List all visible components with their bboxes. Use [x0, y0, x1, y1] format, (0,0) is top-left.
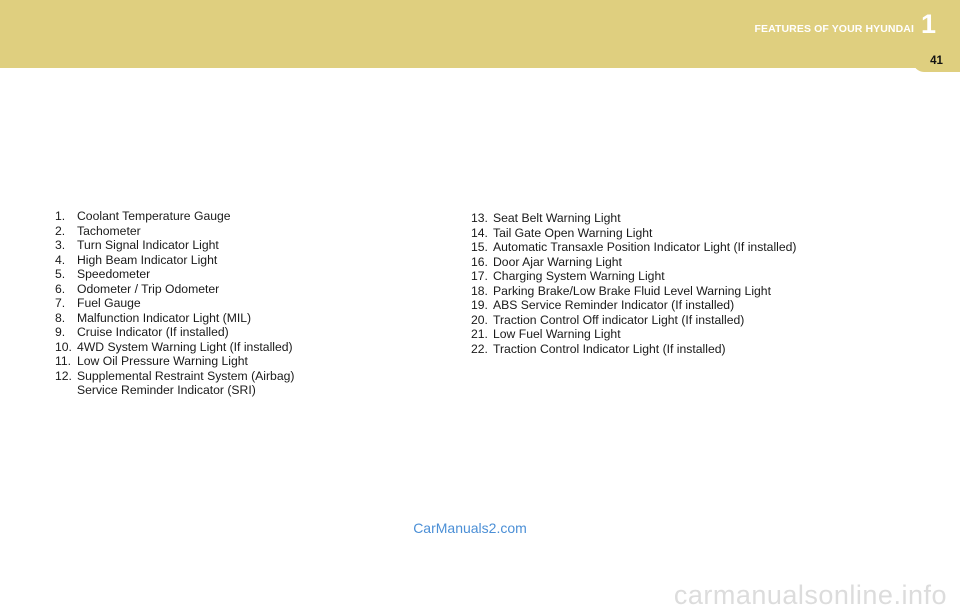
legend-item-number: 11. — [55, 354, 72, 368]
legend-list-left — [55, 209, 355, 398]
legend-item-label: Fuel Gauge — [77, 296, 141, 310]
legend-item-number: 3. — [55, 238, 66, 252]
legend-item-label: ABS Service Reminder Indicator (If installed) — [493, 298, 735, 312]
legend-item — [471, 211, 851, 226]
legend-item-label: Cruise Indicator (If installed) — [77, 325, 229, 339]
legend-item — [55, 282, 355, 297]
legend-item-label: Low Fuel Warning Light — [493, 327, 621, 341]
legend-item-label: Parking Brake/Low Brake Fluid Level Warning Light — [493, 283, 771, 298]
legend-item-label: Door Ajar Warning Light — [493, 254, 622, 269]
legend-item — [471, 269, 851, 284]
legend-item-label: Seat Belt Warning Light — [493, 211, 621, 225]
legend-item-number: 4. — [55, 252, 66, 267]
watermark-footer: carmanualsonline.info — [673, 580, 947, 610]
legend-item — [471, 298, 851, 313]
legend-item — [471, 226, 851, 241]
legend-item-number: 2. — [55, 223, 66, 238]
legend-item-label: Low Oil Pressure Warning Light — [77, 354, 248, 368]
legend-item — [471, 255, 851, 270]
legend-list-right — [471, 211, 851, 356]
legend-item-number: 14. — [471, 225, 488, 240]
legend-item-label: Supplemental Restraint System (Airbag) Service Reminder Indicator (SRI) — [77, 368, 295, 397]
legend-item-number: 20. — [471, 312, 488, 327]
legend-item — [55, 369, 355, 398]
legend-item-label: Odometer / Trip Odometer — [77, 281, 220, 296]
legend-item-number: 6. — [55, 281, 66, 296]
legend-item — [55, 325, 355, 340]
legend-item-label: Traction Control Off indicator Light (If installed) — [493, 312, 745, 327]
legend-item-label: 4WD System Warning Light (If installed) — [77, 339, 293, 354]
legend-item-number: 15. — [471, 240, 488, 254]
section-title: FEATURES OF YOUR HYUNDAI — [754, 23, 914, 35]
legend-item-number: 5. — [55, 267, 66, 281]
legend-item-label: Speedometer — [77, 267, 151, 281]
legend-item-number: 12. — [55, 368, 72, 383]
legend-item-label: Charging System Warning Light — [493, 269, 665, 283]
legend-item-number: 21. — [471, 327, 488, 341]
legend-item-label: Tachometer — [77, 223, 141, 238]
legend-item-label: Traction Control Indicator Light (If installed) — [493, 341, 726, 356]
legend-item — [471, 313, 851, 328]
legend-item — [471, 327, 851, 342]
legend-item-number: 8. — [55, 310, 66, 325]
legend-item-number: 22. — [471, 341, 488, 356]
watermark-link[interactable]: CarManuals2.com — [413, 520, 527, 536]
legend-item-number: 18. — [471, 283, 488, 298]
page-number: 41 — [930, 55, 943, 67]
legend-item-number: 9. — [55, 325, 66, 339]
legend-item-number: 1. — [55, 209, 66, 223]
legend-item-number: 7. — [55, 296, 66, 310]
legend-item — [55, 267, 355, 282]
legend-item — [471, 240, 851, 255]
legend-item-label: Malfunction Indicator Light (MIL) — [77, 310, 252, 325]
legend-item — [55, 238, 355, 253]
legend-item — [471, 284, 851, 299]
legend-item — [55, 354, 355, 369]
legend-item-label: Tail Gate Open Warning Light — [493, 225, 653, 240]
legend-item-number: 17. — [471, 269, 488, 283]
legend-item-number: 10. — [55, 339, 72, 354]
legend-item — [55, 340, 355, 355]
legend-item-number: 19. — [471, 298, 488, 312]
legend-item — [55, 311, 355, 326]
legend-item-label: Turn Signal Indicator Light — [77, 238, 219, 252]
legend-item-number: 16. — [471, 254, 488, 269]
legend-item-number: 13. — [471, 211, 488, 225]
chapter-number: 1 — [920, 9, 936, 39]
legend-item-label: Automatic Transaxle Position Indicator Light (If installed) — [493, 240, 797, 254]
legend-item — [55, 224, 355, 239]
legend-item — [55, 209, 355, 224]
legend-item — [55, 296, 355, 311]
legend-item — [471, 342, 851, 357]
legend-item-label: High Beam Indicator Light — [77, 252, 218, 267]
legend-item-label: Coolant Temperature Gauge — [77, 209, 231, 223]
legend-item — [55, 253, 355, 268]
